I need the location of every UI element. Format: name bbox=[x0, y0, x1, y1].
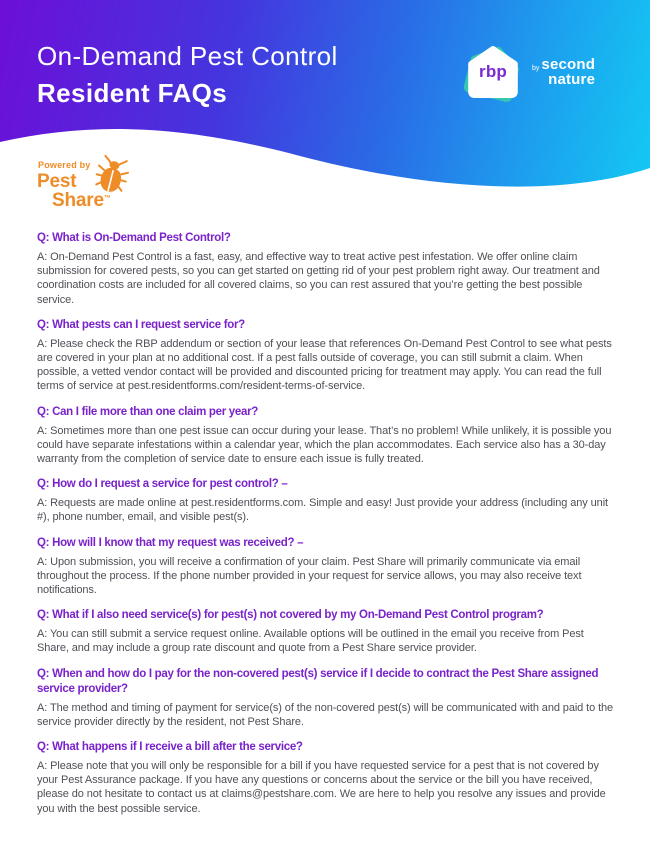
second-nature-wordmark bbox=[532, 57, 595, 87]
faq-answer: A: The method and timing of payment for service(s) of the non-covered pest(s) will be communicated with and paid to the service provider directly by the resident, not Pest Share. bbox=[37, 701, 614, 728]
brand-name-line2: nature bbox=[548, 71, 596, 88]
faq-answer: A: You can still submit a service request online. Available options will be outlined in the email you receive from Pest Share, and may include a group rate discount and quote from a Pest Share service provider. bbox=[37, 628, 584, 655]
hero-title-block bbox=[37, 40, 338, 109]
faq-answer: A: Please note that you will only be responsible for a bill if you have requested service for a pest that is not covered by your Pest Assurance package. If you have any questions or concerns about the service or the bill you have received, please do not hesitate to contact us at claims@pestshare.com. We are here to help you resolve any issues and provide you with the best possible service. bbox=[37, 760, 606, 815]
faq-question: Q: How do I request a service for pest control? – bbox=[37, 478, 288, 491]
faq-question: Q: How will I know that my request was received? – bbox=[37, 536, 304, 549]
faq-question: Q: What pests can I request service for? bbox=[37, 318, 245, 331]
rbp-wordmark: rbp bbox=[479, 62, 507, 81]
faq-answer: A: Please check the RBP addendum or section of your lease that references On-Demand Pest Control to see what pests are covered in your plan at no additional cost. If a pest falls outside of coverage, you can still submit a claim. When possible, a vetted vendor contact will be provided and discounted pricing for treatment may apply. You can read the full terms of service at pest.residentforms.com/resident-terms-of-service. bbox=[37, 337, 612, 393]
faq-item bbox=[37, 405, 615, 467]
pest-share-word1: Pest bbox=[37, 171, 77, 192]
page-title: On-Demand Pest Control bbox=[37, 41, 338, 71]
rbp-second-nature-logo bbox=[464, 42, 595, 102]
faq-answer: A: Requests are made online at pest.residentforms.com. Simple and easy! Just provide your address (including any unit #), phone number, email, and visible pest(s). bbox=[37, 497, 608, 524]
faq-question: Q: Can I file more than one claim per year? bbox=[37, 405, 258, 418]
faq-item bbox=[37, 231, 615, 307]
pest-share-logo bbox=[37, 156, 157, 220]
pest-share-word2: Share™ bbox=[52, 190, 111, 211]
faq-answer: A: On-Demand Pest Control is a fast, easy, and effective way to treat active pest infestation. We offer online claim submission for covered pests, so you can get started on getting rid of your pest problem right away. Our treatment and coordination costs are included for all covered claims, so you can rest assured that you’re getting the best possible service. bbox=[37, 251, 600, 306]
brand-by-text: by bbox=[532, 65, 540, 72]
faq-question: Q: What if I also need service(s) for pest(s) not covered by my On-Demand Pest Control program? bbox=[37, 609, 544, 622]
faq-item bbox=[37, 608, 615, 655]
faq-item bbox=[37, 667, 615, 729]
faq-list bbox=[37, 231, 615, 827]
faq-item bbox=[37, 536, 615, 598]
faq-item bbox=[37, 740, 615, 816]
trademark-symbol: ™ bbox=[103, 195, 111, 202]
faq-question: Q: When and how do I pay for the non-covered pest(s) service if I decide to contract the Pest Share assigned service provider? bbox=[37, 667, 599, 695]
rbp-house-icon bbox=[464, 42, 522, 102]
powered-by-label: Powered by bbox=[38, 160, 91, 170]
brand-name-line1: second bbox=[541, 56, 596, 73]
faq-item bbox=[37, 318, 615, 394]
bug-icon bbox=[91, 152, 133, 197]
faq-question: Q: What happens if I receive a bill after the service? bbox=[37, 741, 303, 754]
faq-answer: A: Upon submission, you will receive a confirmation of your claim. Pest Share will primarily communicate via email throughout the process. If the phone number provided in your request for service allows, you may also receive text notifications. bbox=[37, 555, 582, 597]
faq-answer: A: Sometimes more than one pest issue can occur during your lease. That’s no problem! While unlikely, it is possible you could have separate infestations within a calendar year, which the plan accommodates. Each service also has a 30-day warranty from the completion of service date to ensure each issue is fully treated. bbox=[37, 424, 612, 466]
faq-question: Q: What is On-Demand Pest Control? bbox=[37, 232, 231, 244]
faq-item bbox=[37, 477, 615, 524]
page-subtitle: Resident FAQs bbox=[37, 77, 228, 108]
